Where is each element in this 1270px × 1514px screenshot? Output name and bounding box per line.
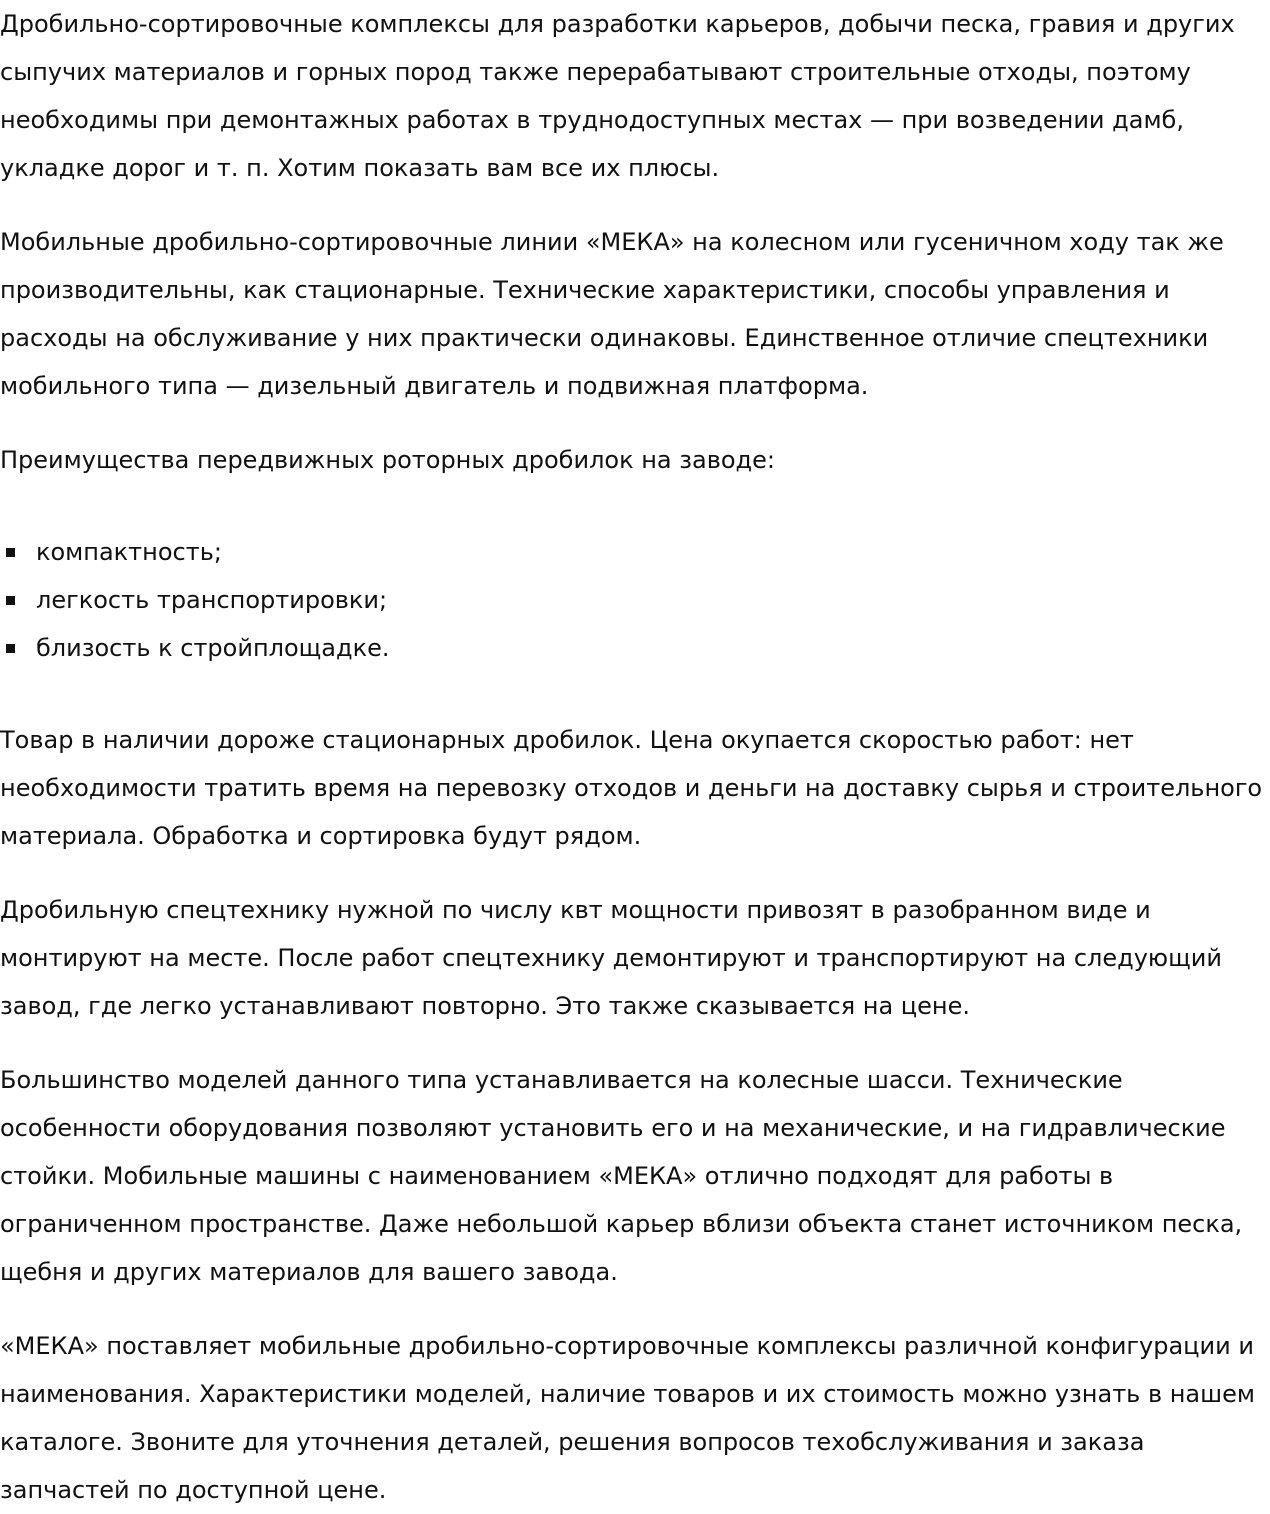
spacer	[0, 1296, 1270, 1322]
square-bullet-icon	[6, 596, 15, 605]
list-item	[0, 528, 1270, 576]
paragraph-chassis: Большинство моделей данного типа устанавливается на колесные шасси. Технические особенности оборудования позволяют установить его и на механические, и на гидравлические стойки. Мобильные машины с наименованием «МЕКА» отлично подходят для работы в ограниченном пространстве. Даже небольшой карьер вблизи объекта станет источником песка, щебня и других материалов для вашего завода.	[0, 1066, 1243, 1286]
list-item	[0, 576, 1270, 624]
paragraph-catalog: «МЕКА» поставляет мобильные дробильно-сортировочные комплексы различной конфигурации и наименования. Характеристики моделей, наличие товаров и их стоимость можно узнать в нашем каталоге. Звоните для уточнения деталей, решения вопросов техобслуживания и заказа запчастей по доступной цене.	[0, 1332, 1255, 1504]
advantages-list	[0, 528, 1270, 672]
spacer	[0, 484, 1270, 528]
square-bullet-icon	[6, 644, 15, 653]
spacer	[0, 410, 1270, 436]
spacer	[0, 860, 1270, 886]
paragraph-advantages-heading: Преимущества передвижных роторных дробилок на заводе:	[0, 446, 775, 474]
list-item-text: компактность;	[36, 538, 222, 566]
paragraph-mobile-lines: Мобильные дробильно-сортировочные линии «МЕКА» на колесном или гусеничном ходу так же производительны, как стационарные. Технические характеристики, способы управления и расходы на обслуживание у них практически одинаковы. Единственное отличие спецтехники мобильного типа — дизельный двигатель и подвижная платформа.	[0, 228, 1224, 400]
spacer	[0, 192, 1270, 218]
spacer	[0, 672, 1270, 716]
paragraph-intro: Дробильно-сортировочные комплексы для разработки карьеров, добычи песка, гравия и других сыпучих материалов и горных пород также перерабатывают строительные отходы, поэтому необходимы при демонтажных работах в труднодоступных местах — при возведении дамб, укладке дорог и т. п. Хотим показать вам все их плюсы.	[0, 10, 1235, 182]
spacer	[0, 1030, 1270, 1056]
square-bullet-icon	[6, 548, 15, 557]
list-item-text: близость к стройплощадке.	[36, 634, 390, 662]
paragraph-price: Товар в наличии дороже стационарных дробилок. Цена окупается скоростью работ: нет необходимости тратить время на перевозку отходов и деньги на доставку сырья и строительного материала. Обработка и сортировка будут рядом.	[0, 726, 1263, 850]
paragraph-installation: Дробильную спецтехнику нужной по числу квт мощности привозят в разобранном виде и монтируют на месте. После работ спецтехнику демонтируют и транспортируют на следующий завод, где легко устанавливают повторно. Это также сказывается на цене.	[0, 896, 1222, 1020]
list-item-text: легкость транспортировки;	[36, 586, 388, 614]
list-item	[0, 624, 1270, 672]
